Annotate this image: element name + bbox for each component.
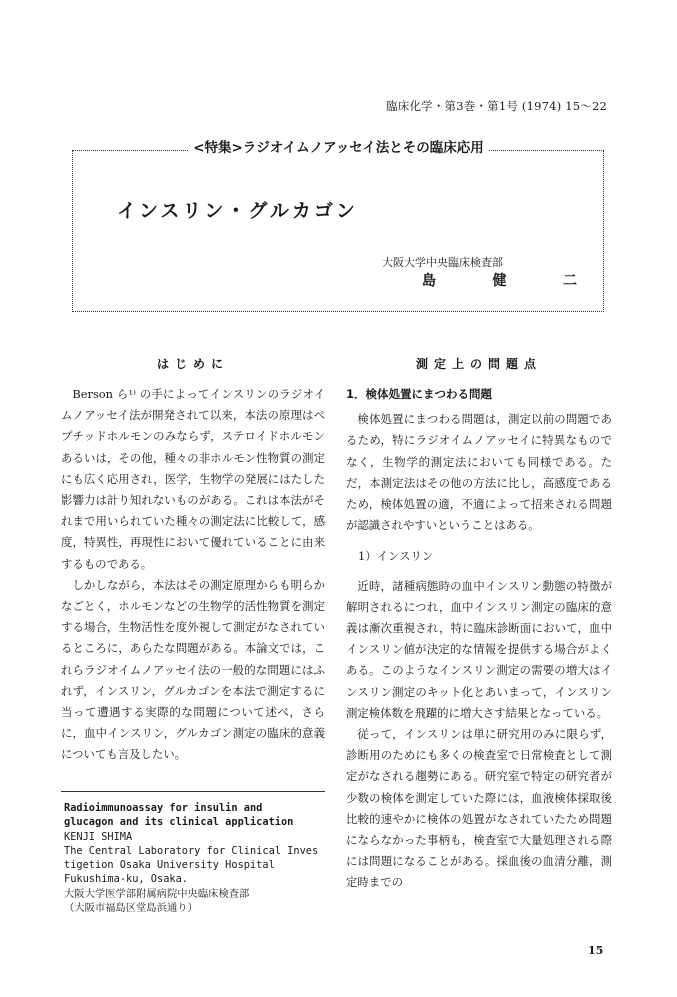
paragraph: Berson ら¹⁾ の手によってインスリンのラジオイムノアッセイ法が開発されて以来，本法の原理はペプチッドホルモンのみならず，ステロイドホルモンあるいは，その他，種々の非ホルモン性物質の測定にも広く応用され，医学，生物学の発展にはたした影響力は計り知れないものがある。これは本法がそれまで用いられていた種々の測定法に比較して，感度，特異性，再現性において優れていることに由来するものである。 bbox=[61, 387, 325, 571]
abstract-line: The Central Laboratory for Clinical Inves bbox=[64, 844, 319, 857]
abstract-jp-line: （大阪市福島区堂島浜通り） bbox=[64, 902, 198, 915]
left-column bbox=[61, 354, 325, 766]
abstract-line: tigetion Osaka University Hospital bbox=[64, 859, 275, 872]
special-feature-heading: <特集>ラジオイムノアッセイ法とその臨床応用 bbox=[0, 136, 677, 156]
abstract-divider bbox=[61, 791, 325, 792]
paragraph: 近時，諸種病態時の血中インスリン動態の特徴が解明されるにつれ，血中インスリン測定の臨床的意義は漸次重視され，特に臨床診断面において，血中インスリン値が決定的な情報を提供する場合がよくある。このようなインスリン測定の需要の増大はインスリン測定のキット化とあいまって，インスリン測定検体数を飛躍的に増大さす結果となっている。 bbox=[346, 578, 612, 720]
section-heading-introduction: はじめに bbox=[156, 357, 229, 371]
author-name: 島 健 二 bbox=[422, 273, 577, 289]
abstract-title-line: glucagon and its clinical application bbox=[64, 816, 294, 829]
abstract-title-line: Radioimmunoassay for insulin and bbox=[64, 802, 263, 814]
paragraph: 検体処置にまつわる問題は，測定以前の問題であるため，特にラジオイムノアッセイに特異なものでなく，生物学的測定法においても同様である。ただ，本測定法はその他の方法に比し，高感度であるため，検体処置の適，不適によって招来される問題が認識されやすいということはある。 bbox=[346, 412, 612, 533]
abstract-jp-line: 大阪大学医学部附属病院中央臨床検査部 bbox=[64, 887, 250, 900]
abstract-author: KENJI SHIMA bbox=[64, 830, 133, 843]
abstract-line: Fukushima-ku, Osaka. bbox=[64, 873, 188, 886]
subsection-heading: 1．検体処置にまつわる問題 bbox=[346, 387, 493, 401]
journal-reference: 臨床化学・第3巻・第1号 (1974) 15〜22 bbox=[386, 99, 607, 113]
english-abstract bbox=[64, 801, 326, 915]
section-heading-measurement-issues: 測定上の問題点 bbox=[415, 357, 542, 371]
subsubsection-heading: 1）インスリン bbox=[358, 549, 434, 564]
article-title: インスリン・グルカゴン bbox=[117, 200, 358, 222]
page-number: 15 bbox=[588, 944, 604, 957]
author-affiliation: 大阪大学中央臨床検査部 bbox=[382, 256, 503, 269]
paragraph: しかしながら，本法はその測定原理からも明らかなごとく，ホルモンなどの生物学的活性物質を測定する場合，生物活性を度外視して測定がなされているところに，あらたな問題がある。本論文では，これらラジオイムノアッセイ法の一般的な問題にはふれず，インスリン，グルカゴンを本法で測定するに当って遭遇する実際的な問題について述べ，さらに，血中インスリン，グルカゴン測定の臨床的意義についても言及したい。 bbox=[61, 577, 325, 762]
paragraph: 従って，インスリンは単に研究用のみに限らず，診断用のためにも多くの検査室で日常検査として測定がなされる趨勢にある。研究室で特定の研究者が少数の検体を測定していた際には，血液検体採取後比較的速やかに検体の処置がなされていたため問題にならなかった事柄も，検査室で大量処理される際には問題になることがある。採血後の血清分離，測定時までの bbox=[346, 727, 612, 890]
right-column bbox=[346, 354, 612, 894]
